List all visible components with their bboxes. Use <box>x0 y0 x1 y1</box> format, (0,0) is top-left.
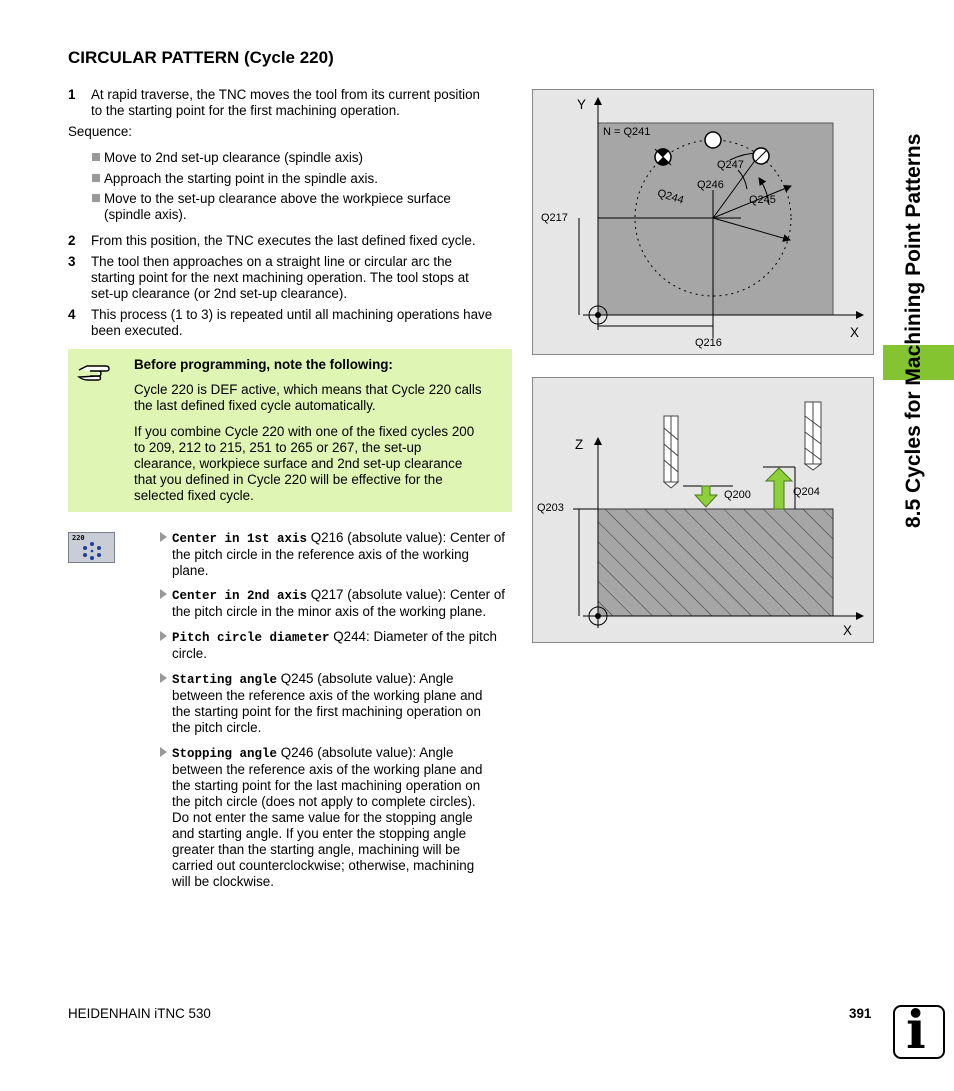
sequence-label: Sequence: <box>68 124 133 139</box>
bullet-square-icon <box>92 174 100 182</box>
figure-1-drawing <box>533 90 873 354</box>
arrow-right-icon <box>160 673 167 683</box>
arrow-right-icon <box>160 747 167 757</box>
label-q203: Q203 <box>537 502 564 514</box>
bullet-square-icon <box>92 153 100 161</box>
param-center-2nd-axis: Center in 2nd axis Q217 (absolute value): Center of the pitch circle in the minor axis of the working plane. <box>172 587 506 619</box>
pointing-hand-icon <box>77 361 111 383</box>
side-title-text: 8.5 Cycles for Machining Point Patterns <box>902 133 925 528</box>
step-number: 4 <box>68 307 76 322</box>
chapter-side-title <box>898 60 928 530</box>
label-q204: Q204 <box>793 486 820 498</box>
step-text: From this position, the TNC executes the last defined fixed cycle. <box>91 233 476 248</box>
label-q244: Q244 <box>655 187 686 207</box>
arrow-right-icon <box>160 589 167 599</box>
note-paragraph: If you combine Cycle 220 with one of the fixed cycles 200 to 209, 212 to 215, 251 to 265 or 267, the set-up clearance, workpiece surface and 2nd set-up clearance that you defined in Cycle 220 will be effective for the selected fixed cycle. <box>134 424 475 503</box>
label-n: N = Q241 <box>603 126 651 138</box>
step-number: 3 <box>68 254 76 269</box>
page-title: CIRCULAR PATTERN (Cycle 220) <box>68 48 334 67</box>
figure-circular-pattern-plane <box>532 89 874 355</box>
label-q200: Q200 <box>724 489 751 501</box>
list-item: Approach the starting point in the spindle axis. <box>92 171 378 187</box>
figure-2-drawing <box>533 378 873 642</box>
bullet-square-icon <box>92 194 100 202</box>
step-text: The tool then approaches on a straight line or circular arc the starting point for the next machining operation. The tool stops at set-up clearance (or 2nd set-up clearance). <box>91 254 469 301</box>
list-item: Move to the set-up clearance above the workpiece surface (spindle axis). <box>92 191 451 223</box>
param-center-1st-axis: Center in 1st axis Q216 (absolute value): Center of the pitch circle in the reference axis of the working plane. <box>172 530 506 578</box>
param-pitch-circle-diameter: Pitch circle diameter Q244: Diameter of the pitch circle. <box>172 629 497 661</box>
list-item: Move to 2nd set-up clearance (spindle axis) <box>92 150 363 166</box>
step-text: At rapid traverse, the TNC moves the tool from its current position to the starting point for the first machining operation. <box>91 87 480 118</box>
label-q216: Q216 <box>695 337 722 349</box>
axis-label-y: Y <box>577 97 586 112</box>
note-paragraph: Cycle 220 is DEF active, which means that Cycle 220 calls the last defined fixed cycle automatically. <box>134 382 482 413</box>
label-q246: Q246 <box>697 179 724 191</box>
label-q217: Q217 <box>541 212 568 224</box>
info-icon: i <box>893 1005 945 1059</box>
param-starting-angle: Starting angle Q245 (absolute value): Angle between the reference axis of the working plane and the starting point for the first machining operation on the pitch circle. <box>172 671 483 735</box>
arrow-right-icon <box>160 532 167 542</box>
circle-pattern-icon <box>81 541 103 560</box>
step-number: 1 <box>68 87 76 102</box>
label-q247: Q247 <box>717 159 744 171</box>
label-q245: Q245 <box>749 194 776 206</box>
axis-label-z: Z <box>575 437 584 452</box>
step-text: This process (1 to 3) is repeated until all machining operations have been executed. <box>91 307 493 338</box>
step-number: 2 <box>68 233 76 248</box>
page-number: 391 <box>849 1006 872 1021</box>
figure-circular-pattern-side <box>532 377 874 643</box>
cycle-220-softkey[interactable]: 220 <box>68 532 115 563</box>
note-box <box>68 349 512 512</box>
footer-brand: HEIDENHAIN iTNC 530 <box>68 1006 211 1021</box>
arrow-right-icon <box>160 631 167 641</box>
axis-label-x: X <box>850 325 859 340</box>
axis-label-x: X <box>843 623 852 638</box>
param-stopping-angle: Stopping angle Q246 (absolute value): Angle between the reference axis of the working plane and the starting point for the last machining operation on the pitch circle (does not apply to complete circles). Do not enter the same value for the stopping angle and starting angle. If you enter the stopping angle greater than the starting angle, machining will be carried out counterclockwise; otherwise, machining will be clockwise. <box>172 745 483 889</box>
note-title: Before programming, note the following: <box>134 357 393 372</box>
